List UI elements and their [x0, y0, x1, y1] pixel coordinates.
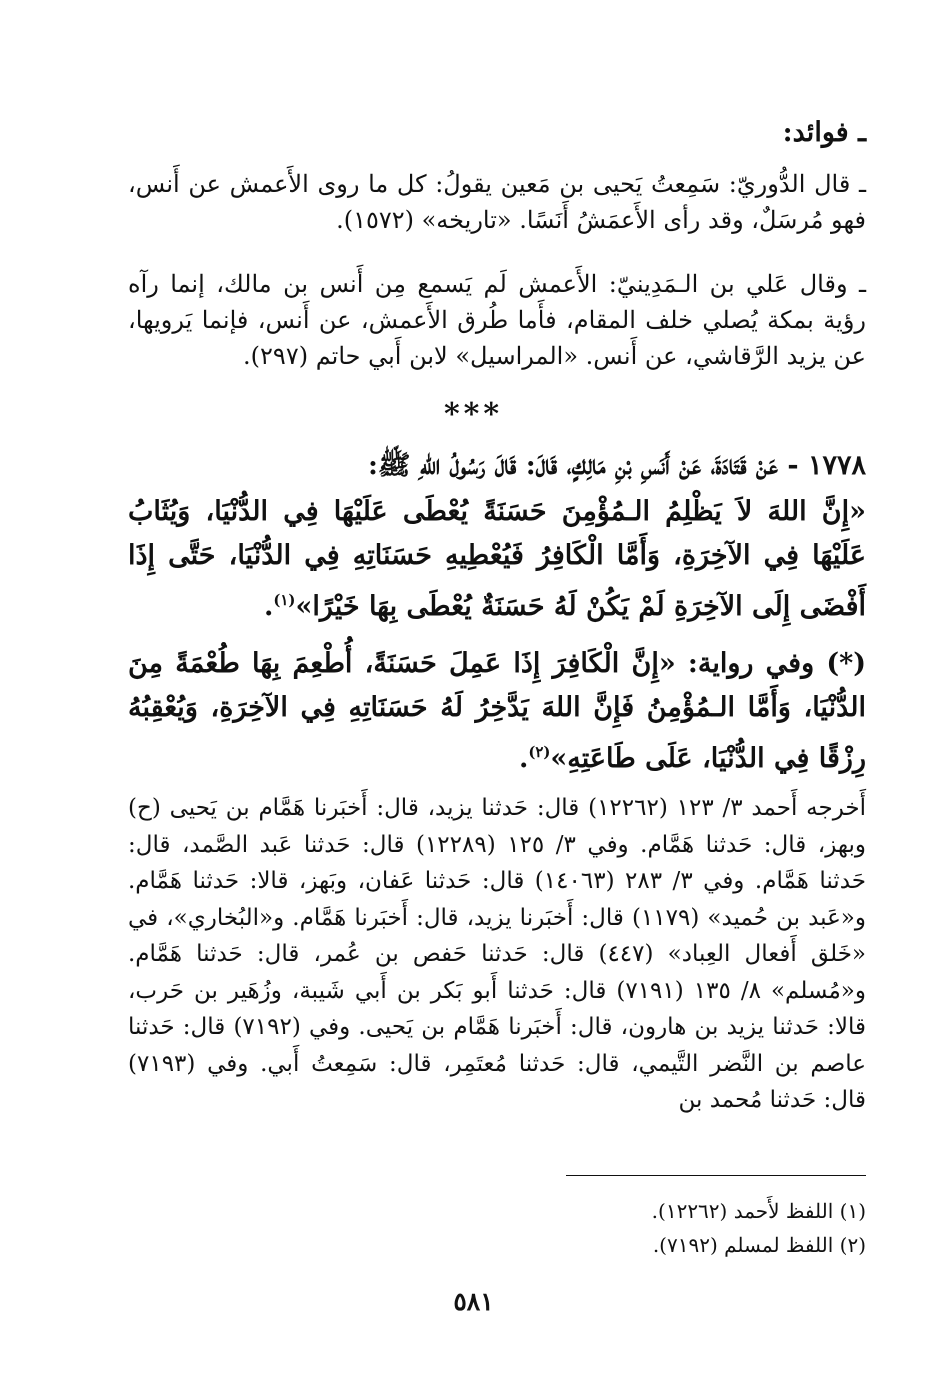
hadith-matn-text: «إِنَّ اللهَ لاَ يَظْلِمُ الـمُؤْمِنَ حَسَنَةً يُعْطَى عَلَيْهَا فِي الدُّنْيَا، وَيُثَابُ عَلَيْهَا فِي الآخِرَةِ، وَأَمَّا الْكَافِرُ فَيُعْطِيهِ حَسَنَاتِهِ فِي الدُّنْيَا، حَتَّى إِذَا أَفْضَى إِلَى الآخِرَةِ لَمْ يَكُنْ لَهُ حَسَنَةٌ يُعْطَى بِهَا خَيْرًا»: [128, 496, 866, 622]
footnotes: [652, 1194, 866, 1262]
footnote-divider: [566, 1175, 866, 1176]
note-duri: ـ قال الدُّوريّ: سَمِعتُ يَحيى بن مَعين يقولُ: كل ما روى الأَعمش عن أَنس، فهو مُرسَلٌ، وقد رأى الأَعمَشُ أَنَسًا. «تاريخه» (١٥٧٢).: [128, 170, 866, 234]
benefits-heading: ـ فوائد:: [782, 117, 866, 148]
footnote-ref-1: (١): [273, 591, 296, 609]
hadith-matn: «إِنَّ اللهَ لاَ يَظْلِمُ الـمُؤْمِنَ حَسَنَةً يُعْطَى عَلَيْهَا فِي الدُّنْيَا، وَيُثَابُ عَلَيْهَا فِي الآخِرَةِ، وَأَمَّا الْكَافِرُ فَيُعْطِيهِ حَسَنَاتِهِ فِي الدُّنْيَا، حَتَّى إِذَا أَفْضَى إِلَى الآخِرَةِ لَمْ يَكُنْ لَهُ حَسَنَةٌ يُعْطَى بِهَا خَيْرًا»$^{(١)}$.: [128, 496, 866, 622]
hadith-alt-narration: (*) وفي رواية: «إِنَّ الْكَافِرَ إِذَا عَمِلَ حَسَنَةً، أُطْعِمَ بِهَا طُعْمَةً مِنَ الدُّنْيَا، وَأَمَّا الـمُؤْمِنُ فَإِنَّ اللهَ يَدَّخِرُ لَهُ حَسَنَاتِهِ فِي الآخِرَةِ، وَيُعْقِبُهُ رِزْقًا فِي الدُّنْيَا، عَلَى طَاعَتِهِ»$^{(٢)}$.: [128, 648, 866, 774]
alt-narration-text: (*) وفي رواية: «إِنَّ الْكَافِرَ إِذَا عَمِلَ حَسَنَةً، أُطْعِمَ بِهَا طُعْمَةً مِنَ الدُّنْيَا، وَأَمَّا الـمُؤْمِنُ فَإِنَّ اللهَ يَدَّخِرُ لَهُ حَسَنَاتِهِ فِي الآخِرَةِ، وَيُعْقِبُهُ رِزْقًا فِي الدُّنْيَا، عَلَى طَاعَتِهِ»: [128, 648, 866, 774]
footnote-ref-2: (٢): [528, 743, 551, 761]
hadith-isnad: ١٧٧٨ - عَنْ قَتَادَةَ، عَنْ أَنَسِ بْنِ مَالِكٍ، قَالَ: قَالَ رَسُولُ اللهِ ﷺ:: [367, 450, 866, 481]
footnote-1: (١) اللفظ لأَحمد (١٢٢٦٢).: [651, 1199, 866, 1223]
section-separator: ***: [443, 397, 504, 432]
page-number: ٥٨١: [453, 1287, 494, 1316]
takhrij-paragraph: أَخرجه أَحمد ٣/ ١٢٣ (١٢٢٦٢) قال: حَدثنا يزيد، قال: أَخبَرنا هَمَّام بن يَحيى (ح) وبهز، قال: حَدثنا هَمَّام. وفي ٣/ ١٢٥ (١٢٢٨٩) قال: حَدثنا عَبد الصَّمد، قال: حَدثنا هَمَّام. وفي ٣/ ٢٨٣ (١٤٠٦٣) قال: حَدثنا عَفان، وبَهز، قالا: حَدثنا هَمَّام. و«عَبد بن حُميد» (١١٧٩) قال: أَخبَرنا يزيد، قال: أَخبَرنا هَمَّام. و«البُخاري»، في «خَلق أَفعال العِباد» (٤٤٧) قال: حَدثنا حَفص بن عُمر، قال: حَدثنا هَمَّام. و«مُسلم» ٨/ ١٣٥ (٧١٩١) قال: حَدثنا أَبو بَكر بن أَبي شَيبة، وزُهَير بن حَرب، قالا: حَدثنا يزيد بن هارون، قال: أَخبَرنا هَمَّام بن يَحيى. وفي (٧١٩٢) قال: حَدثنا عاصم بن النَّضر التَّيمي، قال: حَدثنا مُعتَمِر، قال: سَمِعتُ أَبي. وفي (٧١٩٣) قال: حَدثنا مُحمد بن: [128, 795, 867, 1113]
note-ibn-madini: ـ وقال عَلي بن الـمَدِينيّ: الأَعمش لَم يَسمع مِن أَنس بن مالك، إنما رآه رؤية بمكة يُصلي خلف المقام، فأَما طُرق الأَعمش، عن أَنس، فإنما يَرويها، عن يزيد الرَّقاشي، عن أَنس. «المراسيل» لابن أَبي حاتم (٢٩٧).: [128, 270, 867, 370]
footnote-2: (٢) اللفظ لمسلم (٧١٩٢).: [652, 1233, 866, 1257]
